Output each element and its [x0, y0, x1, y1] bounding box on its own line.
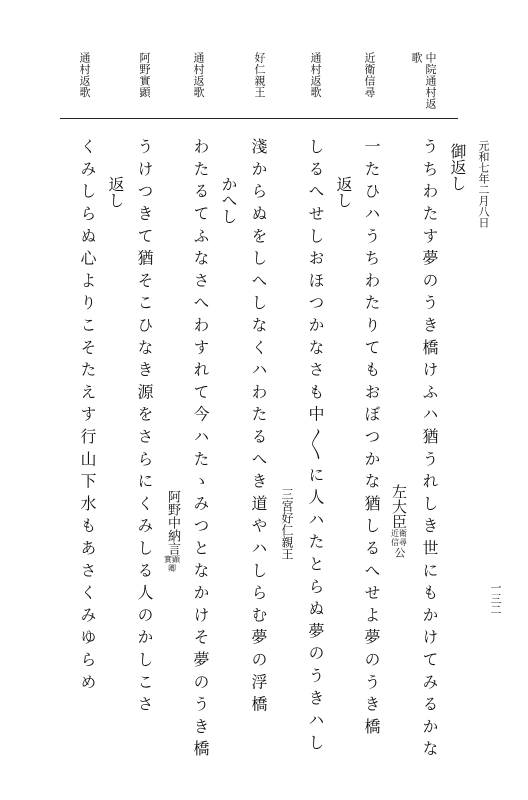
- author-attribution: [164, 490, 180, 573]
- header-label-text: 中院通村返: [424, 52, 437, 110]
- header-label-text: 通村返歌: [309, 52, 322, 98]
- header-label-nakanoin-michimura: [425, 52, 436, 110]
- entry-date: 元和七年二月八日: [477, 140, 490, 228]
- heading-reply: かへし: [219, 176, 238, 224]
- poem-line: くみしらぬ心よりこそたえす行山下水もあさくみゆらめ: [78, 138, 97, 696]
- header-label-yoshihito-shinno: [254, 52, 265, 98]
- poem-line: 淺からぬをしへしなくハわたるへき道やハしらむ夢の浮橋: [249, 138, 268, 718]
- poem-line: しるへせしおほつかなさも中〳〵に人ハたとらぬ夢のうきハし: [306, 138, 325, 757]
- header-label-text: 好仁親王: [253, 52, 266, 98]
- author-note-b: 卿: [168, 564, 176, 573]
- header-label-michimura-reply-3: [79, 52, 90, 98]
- heading-reply: 返し: [334, 176, 353, 208]
- author-attribution: 三宮好仁親王: [280, 488, 294, 560]
- page-number: 一三二: [489, 582, 502, 615]
- poem-line: うちわたす夢のうき橋けふハ猶うれしき世にもかけてみるかな: [420, 138, 439, 763]
- author-note-b: 信尋: [391, 538, 407, 547]
- author-name: 阿野中納言: [165, 490, 180, 555]
- header-label-text: 阿野實顕: [138, 52, 151, 98]
- header-label-text: 通村返歌: [192, 52, 205, 98]
- header-label-konoe-nobuhiro: [364, 52, 375, 98]
- poem-line: 一たひハうちわたりてもおぼつかな猶しるへせよ夢のうき橋: [362, 138, 381, 741]
- author-note: [391, 529, 407, 547]
- author-note-a: 實顕: [164, 555, 180, 564]
- poem-line: うけつきて猶そこひなき源をさらにくみしる人のかしこさ: [135, 138, 154, 718]
- header-label-text: 近衛信尋: [363, 52, 376, 98]
- author-attribution: [391, 484, 407, 558]
- poem-line: わたるてふなさへわすれて今ハたゝみつとなかけそ夢のうき橋: [191, 138, 210, 763]
- header-label-text: 通村返歌: [78, 52, 91, 98]
- header-divider: [60, 118, 458, 119]
- header-label-michimura-reply-1: [310, 52, 321, 98]
- heading-reply: 返し: [106, 176, 125, 208]
- author-name: 左大臣: [390, 484, 408, 529]
- header-label-text: 歌: [410, 52, 423, 64]
- author-suffix: 公: [393, 547, 406, 558]
- author-note: [164, 555, 180, 573]
- header-label-ano-saneaki: [139, 52, 150, 98]
- header-label-michimura-reply-2: [193, 52, 204, 98]
- header-label-nakanoin-michimura-cont: [411, 52, 422, 64]
- heading-reply: 御返し: [448, 143, 467, 191]
- author-note-a: 近衛: [391, 529, 407, 538]
